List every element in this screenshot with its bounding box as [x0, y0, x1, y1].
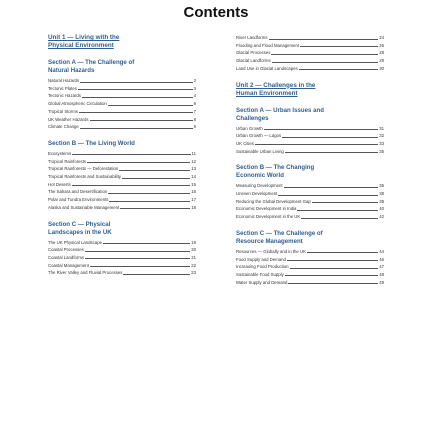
unit-1-heading-line: Physical Environment [48, 42, 114, 49]
contents-entry [48, 150, 196, 158]
entry-title: Water Supply and Demand [236, 279, 288, 285]
entry-title: Tropical Rainforests — Deforestation [48, 166, 119, 172]
entry-page-number: 4 [193, 93, 196, 99]
entry-page-number: 7 [193, 108, 196, 114]
section-heading-line: Section B — The Changing [236, 164, 315, 172]
entry-page-number: 15 [191, 181, 196, 187]
entry-title: Urban Growth [236, 125, 263, 131]
contents-column-left [48, 34, 196, 277]
contents-entry [48, 85, 196, 93]
leader-line [82, 97, 193, 98]
entry-page-number: 31 [379, 125, 384, 131]
leader-line [79, 112, 193, 113]
entry-title: Sustainable Urban Living [236, 148, 284, 154]
entry-title: Uneven Development [236, 191, 278, 197]
entry-page-number: 32 [379, 133, 384, 139]
entry-title: Polar and Tundra Environments [48, 197, 109, 203]
contents-entry [48, 173, 196, 181]
entry-page-number: 18 [191, 204, 196, 210]
entry-page-number: 47 [379, 264, 384, 270]
entry-title: Measuring Development [236, 183, 283, 189]
leader-line [290, 268, 379, 269]
entry-title: Tropical Storms [48, 108, 78, 114]
entry-page-number: 9 [193, 124, 196, 130]
unit-1-heading [48, 34, 196, 50]
unit-1-heading-line: Unit 1 — Living with the [48, 34, 120, 41]
section-heading-line: Section A — Urban Issues and [236, 106, 324, 114]
leader-line [278, 195, 378, 196]
entry-title: Natural Hazards [48, 78, 80, 83]
entry-page-number: 44 [379, 248, 384, 254]
entry-title: Resources — Globally and in the UK [236, 248, 306, 254]
leader-line [122, 178, 190, 179]
contents-entry [236, 271, 384, 279]
contents-entry [236, 125, 384, 133]
section-c-heading [48, 221, 196, 237]
contents-entry [48, 262, 196, 270]
section-c-list [48, 239, 196, 278]
entry-page-number: 14 [191, 174, 196, 180]
contents-entry [236, 148, 384, 156]
entry-page-number: 42 [379, 214, 384, 220]
entry-page-number: 17 [191, 197, 196, 203]
entry-page-number: 35 [379, 148, 384, 154]
contents-entry [236, 263, 384, 271]
leader-line [255, 144, 378, 145]
contents-entry [48, 188, 196, 196]
leader-line [87, 162, 190, 163]
entry-page-number: 21 [191, 254, 196, 260]
contents-entry [48, 204, 196, 212]
leader-line [85, 251, 190, 252]
entry-title: UK Weather Hazards [48, 116, 89, 122]
entry-page-number: 39 [379, 198, 384, 204]
unit-2-heading-line: Unit 2 — Challenges in the [236, 81, 316, 89]
contents-entry [48, 108, 196, 116]
section-b-list [236, 182, 384, 221]
leader-line [90, 266, 190, 267]
leader-line [288, 283, 378, 284]
entry-page-number: 38 [379, 191, 384, 197]
entry-page-number: 3 [193, 85, 196, 91]
contents-entry [236, 42, 384, 50]
contents-entry [236, 256, 384, 264]
entry-page-number: 46 [379, 256, 384, 262]
leader-line [108, 193, 190, 194]
entry-page-number: 26 [379, 42, 384, 48]
entry-title: Sustainable Food Supply [236, 271, 284, 277]
leader-line [119, 170, 190, 171]
entry-page-number: 48 [379, 271, 384, 277]
contents-entry [48, 239, 196, 247]
entry-page-number: 11 [191, 150, 196, 156]
section-c-heading [236, 230, 384, 246]
section-heading-line: Economic World [236, 172, 284, 180]
entry-title: Food Supply and Demand [236, 256, 286, 262]
contents-entry [48, 158, 196, 166]
contents-entry [236, 213, 384, 221]
section-a-heading [236, 107, 384, 123]
entry-title: Climate Change [48, 124, 79, 130]
leader-line [109, 201, 190, 202]
entry-page-number: 29 [379, 58, 384, 64]
contents-entry [236, 34, 384, 42]
leader-line [272, 62, 379, 63]
leader-line [72, 185, 191, 186]
section-a-list [48, 77, 196, 131]
entry-page-number: 30 [379, 65, 384, 71]
leader-line [307, 252, 378, 253]
contents-entry [236, 57, 384, 65]
entry-title: Hot Deserts [48, 181, 71, 187]
entry-page-number: 8 [193, 116, 196, 122]
leader-line [264, 129, 378, 130]
entry-title: Increasing Food Production [236, 264, 289, 270]
contents-entry [236, 279, 384, 287]
entry-title: Global Atmospheric Circulation [48, 101, 107, 107]
leader-line [312, 202, 378, 203]
entry-title: The UK Physical Landscape [48, 239, 102, 245]
leader-line [80, 82, 193, 83]
leader-line [285, 275, 378, 276]
entry-title: Tropical Rainforests [48, 158, 87, 164]
unit-2-heading-line: Human Environment [236, 89, 298, 97]
section-heading-line: Section C — Physical [48, 220, 111, 228]
entry-title: The Sahara and Desertification [48, 189, 108, 195]
entry-title: Tropical Rainforests and Sustainability [48, 174, 121, 180]
entry-title: Land Use in Glacial Landscapes [236, 65, 298, 71]
entry-title: Glacial Processes [236, 50, 271, 56]
entry-page-number: 22 [191, 262, 196, 268]
entry-title: Tectonic Plates [48, 85, 77, 91]
entry-page-number: 13 [191, 166, 196, 172]
section-heading-line: Natural Hazards [48, 67, 95, 74]
contents-column-right [236, 34, 384, 286]
contents-entry [48, 246, 196, 254]
entry-page-number: 28 [379, 50, 384, 56]
leader-line [78, 89, 193, 90]
entry-title: Flooding and Flood Management [236, 42, 300, 48]
entry-page-number: 40 [379, 206, 384, 212]
contents-entry [236, 140, 384, 148]
entry-page-number: 24 [379, 35, 384, 40]
contents-entry [48, 269, 196, 277]
entry-page-number: 33 [379, 140, 384, 146]
entry-page-number: 23 [191, 270, 196, 276]
entry-page-number: 6 [193, 101, 196, 107]
entry-title: UK Cities [236, 140, 254, 146]
section-a-heading [48, 59, 196, 75]
section-heading-line: Section C — The Challenge of [236, 229, 323, 237]
leader-line [123, 274, 190, 275]
section-heading-line: Section A — The Challenge of [48, 59, 135, 66]
leader-line [301, 218, 378, 219]
entry-title: Glacial Landforms [236, 58, 271, 64]
entry-title: Ecosystems [48, 150, 72, 156]
entry-page-number: 36 [379, 183, 384, 189]
entry-title: The River Valley and Fluvial Processes [48, 270, 123, 276]
contents-entry [48, 196, 196, 204]
section-heading-line: Landscapes in the UK [48, 228, 112, 236]
leader-line [287, 260, 378, 261]
contents-entry [236, 205, 384, 213]
leader-line [297, 210, 378, 211]
leader-line [285, 152, 378, 153]
entry-title: Economic Development in India [236, 206, 297, 212]
leader-line [284, 187, 379, 188]
contents-entry [236, 198, 384, 206]
contents-entry [48, 92, 196, 100]
section-a-list [236, 125, 384, 156]
entry-page-number: 2 [193, 78, 196, 83]
contents-entry [236, 65, 384, 73]
leader-line [90, 120, 193, 121]
section-heading-line: Section B — The Living World [48, 139, 135, 147]
contents-entry [48, 254, 196, 262]
contents-entry [48, 100, 196, 108]
leader-line [85, 258, 190, 259]
leader-line [108, 105, 193, 106]
leader-line [103, 243, 190, 244]
page-title: Contents [183, 4, 249, 21]
entry-title: Reducing the Global Development Gap [236, 198, 311, 204]
leader-line [120, 208, 190, 209]
section-b-heading [48, 140, 196, 148]
section-heading-line: Challenges [236, 114, 269, 122]
section-b-heading [236, 164, 384, 180]
unit-1-continued-list [236, 34, 384, 73]
entry-page-number: 12 [191, 158, 196, 164]
entry-title: Urban Growth — Lagos [236, 133, 282, 139]
entry-page-number: 16 [191, 189, 196, 195]
contents-entry [236, 190, 384, 198]
entry-title: Coastal Processes [48, 247, 84, 253]
leader-line [299, 69, 379, 70]
leader-line [282, 137, 378, 138]
contents-entry [236, 182, 384, 190]
entry-title: River Landforms [236, 35, 268, 40]
section-b-list [48, 150, 196, 212]
leader-line [80, 128, 193, 129]
contents-entry [236, 132, 384, 140]
section-heading-line: Resource Management [236, 237, 303, 245]
entry-title: Tectonic Hazards [48, 93, 81, 99]
leader-line [300, 46, 378, 47]
contents-entry [48, 181, 196, 189]
entry-page-number: 20 [191, 247, 196, 253]
entry-page-number: 49 [379, 279, 384, 285]
contents-entry [236, 248, 384, 256]
section-c-list [236, 248, 384, 287]
contents-entry [48, 116, 196, 124]
leader-line [72, 154, 190, 155]
entry-title: Coastal Landforms [48, 254, 85, 260]
entry-title: Alaska and Sustainable Management [48, 204, 120, 210]
leader-line [271, 54, 378, 55]
entry-title: Economic Development in the UK [236, 214, 301, 220]
contents-entry [48, 123, 196, 131]
contents-entry [48, 77, 196, 85]
leader-line [269, 39, 379, 40]
entry-title: Coastal Management [48, 262, 89, 268]
contents-entry [48, 165, 196, 173]
entry-page-number: 19 [191, 239, 196, 245]
contents-entry [236, 49, 384, 57]
unit-2-heading [236, 82, 384, 98]
